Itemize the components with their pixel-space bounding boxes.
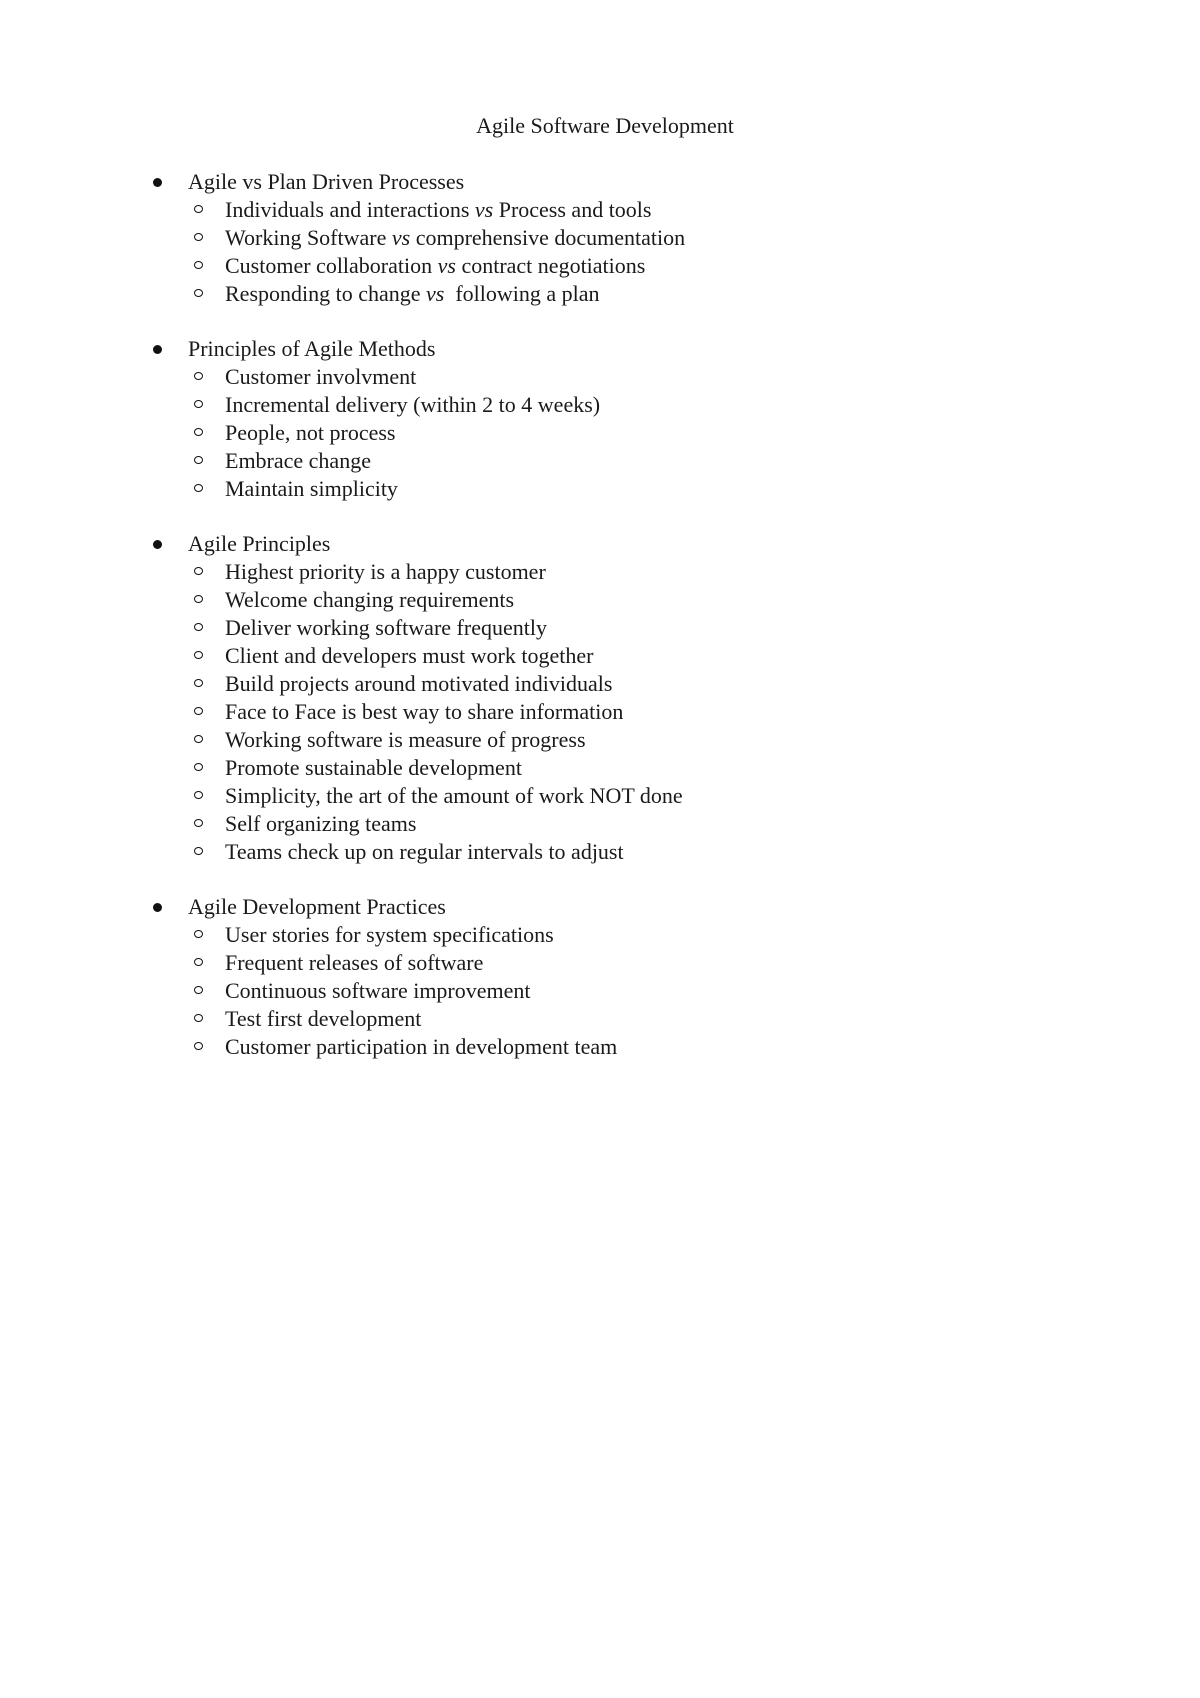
list-item <box>150 977 1050 1005</box>
list-item <box>150 196 1050 224</box>
hollow-bullet-icon <box>194 679 203 687</box>
list-item-text: Customer collaboration <box>225 253 438 278</box>
list-item-text: People, not process <box>225 420 396 445</box>
list-item <box>150 224 1050 252</box>
hollow-bullet-icon <box>194 261 203 269</box>
list-item <box>150 1033 1050 1061</box>
hollow-bullet-icon <box>194 707 203 715</box>
list-item <box>150 810 1050 838</box>
hollow-bullet-icon <box>194 763 203 771</box>
list-item <box>150 614 1050 642</box>
list-item-text: Working software is measure of progress <box>225 727 586 752</box>
list-item-text: Promote sustainable development <box>225 755 522 780</box>
list-item <box>150 670 1050 698</box>
sub-list <box>150 196 1050 308</box>
list-item <box>150 419 1050 447</box>
list-item <box>150 280 1050 308</box>
list-item <box>150 642 1050 670</box>
hollow-bullet-icon <box>194 289 203 297</box>
list-item-text: Maintain simplicity <box>225 476 398 501</box>
section-heading-text: Agile Development Practices <box>188 894 446 919</box>
hollow-bullet-icon <box>194 1042 203 1050</box>
section-heading <box>150 168 1050 196</box>
hollow-bullet-icon <box>194 400 203 408</box>
list-item-text-tail: following a plan <box>444 281 600 306</box>
hollow-bullet-icon <box>194 233 203 241</box>
outline-section <box>150 335 1050 503</box>
list-item <box>150 447 1050 475</box>
list-item <box>150 391 1050 419</box>
hollow-bullet-icon <box>194 428 203 436</box>
list-item <box>150 838 1050 866</box>
list-item-text: Continuous software improvement <box>225 978 531 1003</box>
list-item <box>150 363 1050 391</box>
section-heading-text: Principles of Agile Methods <box>188 336 436 361</box>
filled-bullet-icon <box>153 540 162 549</box>
hollow-bullet-icon <box>194 1014 203 1022</box>
hollow-bullet-icon <box>194 735 203 743</box>
list-item <box>150 726 1050 754</box>
section-heading <box>150 335 1050 363</box>
list-item-text-tail: Process and tools <box>493 197 652 222</box>
list-item-text: Teams check up on regular intervals to adjust <box>225 839 624 864</box>
list-item <box>150 586 1050 614</box>
filled-bullet-icon <box>153 903 162 912</box>
list-item <box>150 754 1050 782</box>
list-item <box>150 782 1050 810</box>
outline-section <box>150 168 1050 308</box>
hollow-bullet-icon <box>194 623 203 631</box>
list-item-text: Face to Face is best way to share information <box>225 699 624 724</box>
list-item <box>150 1005 1050 1033</box>
list-item <box>150 921 1050 949</box>
document-title: Agile Software Development <box>476 113 734 138</box>
list-item-text: Embrace change <box>225 448 371 473</box>
section-heading <box>150 893 1050 921</box>
hollow-bullet-icon <box>194 205 203 213</box>
hollow-bullet-icon <box>194 791 203 799</box>
sub-list <box>150 558 1050 866</box>
list-item-text-tail: contract negotiations <box>455 253 646 278</box>
list-item-text: Build projects around motivated individuals <box>225 671 613 696</box>
list-item-text: Frequent releases of software <box>225 950 484 975</box>
hollow-bullet-icon <box>194 986 203 994</box>
list-item-text: Self organizing teams <box>225 811 417 836</box>
list-item-text: Incremental delivery (within 2 to 4 weeks) <box>225 392 601 417</box>
sub-list <box>150 921 1050 1061</box>
list-item-text: User stories for system specifications <box>225 922 554 947</box>
section-heading-text: Agile vs Plan Driven Processes <box>188 169 465 194</box>
filled-bullet-icon <box>153 178 162 187</box>
list-item <box>150 252 1050 280</box>
list-item-text: Deliver working software frequently <box>225 615 547 640</box>
list-item-emphasis: vs <box>474 197 494 222</box>
hollow-bullet-icon <box>194 819 203 827</box>
hollow-bullet-icon <box>194 930 203 938</box>
list-item-emphasis: vs <box>437 253 456 278</box>
list-item-text: Client and developers must work together <box>225 643 594 668</box>
list-item-text: Customer involvment <box>225 364 417 389</box>
list-item-text: Welcome changing requirements <box>225 587 515 612</box>
hollow-bullet-icon <box>194 595 203 603</box>
hollow-bullet-icon <box>194 847 203 855</box>
list-item-text: Customer participation in development team <box>225 1034 618 1059</box>
list-item-emphasis: vs <box>426 281 445 306</box>
list-item <box>150 558 1050 586</box>
outline-section <box>150 893 1050 1061</box>
hollow-bullet-icon <box>194 567 203 575</box>
hollow-bullet-icon <box>194 372 203 380</box>
hollow-bullet-icon <box>194 456 203 464</box>
list-item <box>150 698 1050 726</box>
section-heading <box>150 530 1050 558</box>
list-item-text: Responding to change <box>225 281 427 306</box>
outline-section <box>150 530 1050 866</box>
list-item-text: Simplicity, the art of the amount of work NOT done <box>225 783 683 808</box>
list-item <box>150 949 1050 977</box>
hollow-bullet-icon <box>194 651 203 659</box>
list-item-emphasis: vs <box>391 225 411 250</box>
sub-list <box>150 363 1050 503</box>
list-item-text: Highest priority is a happy customer <box>225 559 546 584</box>
list-item-text: Test first development <box>225 1006 422 1031</box>
hollow-bullet-icon <box>194 958 203 966</box>
section-heading-text: Agile Principles <box>188 531 331 556</box>
list-item-text: Working Software <box>225 225 392 250</box>
filled-bullet-icon <box>153 345 162 354</box>
list-item-text: Individuals and interactions <box>225 197 475 222</box>
list-item <box>150 475 1050 503</box>
list-item-text-tail: comprehensive documentation <box>410 225 686 250</box>
outline-list <box>150 168 1050 1088</box>
hollow-bullet-icon <box>194 484 203 492</box>
